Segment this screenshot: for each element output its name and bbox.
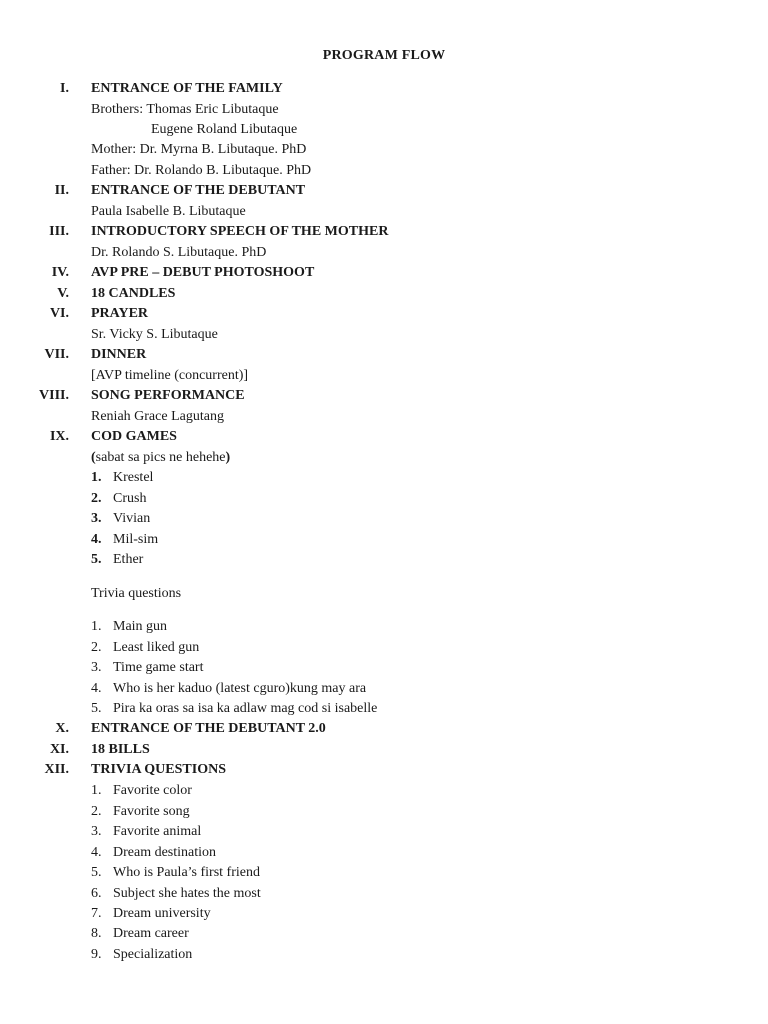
section-heading-row <box>0 345 768 365</box>
list-item <box>0 884 768 904</box>
list-text: Specialization <box>113 947 193 962</box>
list-item <box>0 658 768 678</box>
detail-row <box>0 448 768 468</box>
detail-row <box>0 161 768 181</box>
list-text: Favorite song <box>113 804 190 819</box>
list-text: Least liked gun <box>113 640 200 655</box>
section-numeral: XI. <box>49 742 69 757</box>
list-item <box>0 617 768 637</box>
list-number: 3. <box>91 511 102 526</box>
section-detail: Dr. Rolando S. Libutaque. PhD <box>91 245 267 260</box>
section-numeral: XII. <box>44 762 69 777</box>
list-number: 3. <box>91 824 102 839</box>
list-item <box>0 550 768 570</box>
detail-row <box>0 407 768 427</box>
section-heading: DINNER <box>91 347 147 362</box>
list-text: Vivian <box>113 511 151 526</box>
detail-row <box>0 202 768 222</box>
father-line: Father: Dr. Rolando B. Libutaque. PhD <box>91 163 312 178</box>
section-heading: SONG PERFORMANCE <box>91 388 245 403</box>
list-item <box>0 904 768 924</box>
detail-row <box>0 100 768 120</box>
section-heading: TRIVIA QUESTIONS <box>91 762 226 777</box>
list-text: Main gun <box>113 619 168 634</box>
detail-row <box>0 584 768 604</box>
section-heading-row <box>0 304 768 324</box>
detail-row <box>0 140 768 160</box>
list-text: Who is Paula’s first friend <box>113 865 260 880</box>
section-numeral: II. <box>54 183 69 198</box>
list-item <box>0 509 768 529</box>
section-heading: COD GAMES <box>91 429 177 444</box>
trivia-label: Trivia questions <box>91 586 182 601</box>
list-item <box>0 863 768 883</box>
section-numeral: X. <box>55 721 69 736</box>
list-item <box>0 945 768 965</box>
section-heading: INTRODUCTORY SPEECH OF THE MOTHER <box>91 224 389 239</box>
section-heading: 18 BILLS <box>91 742 150 757</box>
section-numeral: I. <box>60 81 69 96</box>
brothers-line: Brothers: Thomas Eric Libutaque <box>91 102 279 117</box>
section-numeral: III. <box>49 224 69 239</box>
detail-row <box>0 325 768 345</box>
section-numeral: VI. <box>49 306 69 321</box>
list-text: Mil-sim <box>113 532 159 547</box>
list-item <box>0 822 768 842</box>
list-text: Who is her kaduo (latest cguro)kung may ara <box>113 681 367 696</box>
section-numeral: IX. <box>49 429 69 444</box>
list-number: 7. <box>91 906 102 921</box>
section-heading: AVP PRE – DEBUT PHOTOSHOOT <box>91 265 315 280</box>
list-number: 5. <box>91 552 102 567</box>
list-text: Favorite color <box>113 783 192 798</box>
list-number: 4. <box>91 681 102 696</box>
detail-row <box>0 120 768 140</box>
list-item <box>0 699 768 719</box>
list-number: 3. <box>91 660 102 675</box>
list-item <box>0 530 768 550</box>
list-number: 1. <box>91 470 102 485</box>
section-heading-row <box>0 181 768 201</box>
list-number: 6. <box>91 886 102 901</box>
list-number: 1. <box>91 783 102 798</box>
section-detail: Paula Isabelle B. Libutaque <box>91 204 246 219</box>
list-item <box>0 638 768 658</box>
note-close-paren: ) <box>225 450 231 465</box>
section-detail: [AVP timeline (concurrent)] <box>91 368 249 383</box>
section-heading: ENTRANCE OF THE DEBUTANT 2.0 <box>91 721 326 736</box>
list-number: 8. <box>91 926 102 941</box>
list-text: Subject she hates the most <box>113 886 261 901</box>
section-heading-row <box>0 386 768 406</box>
section-heading-row <box>0 79 768 99</box>
list-item <box>0 489 768 509</box>
section-heading: ENTRANCE OF THE FAMILY <box>91 81 283 96</box>
list-number: 2. <box>91 491 102 506</box>
list-number: 9. <box>91 947 102 962</box>
section-heading-row <box>0 284 768 304</box>
list-text: Time game start <box>113 660 204 675</box>
list-number: 2. <box>91 640 102 655</box>
list-item <box>0 781 768 801</box>
section-heading: PRAYER <box>91 306 149 321</box>
section-numeral: VII. <box>44 347 69 362</box>
list-text: Ether <box>113 552 144 567</box>
mother-line: Mother: Dr. Myrna B. Libutaque. PhD <box>91 142 307 157</box>
section-heading: 18 CANDLES <box>91 286 176 301</box>
list-item <box>0 679 768 699</box>
list-text: Dream university <box>113 906 211 921</box>
section-heading-row <box>0 427 768 447</box>
note-text: sabat sa pics ne hehehe <box>95 450 226 465</box>
list-number: 2. <box>91 804 102 819</box>
list-text: Dream career <box>113 926 189 941</box>
list-item <box>0 468 768 488</box>
detail-row <box>0 366 768 386</box>
section-heading: ENTRANCE OF THE DEBUTANT <box>91 183 306 198</box>
section-numeral: IV. <box>51 265 69 280</box>
list-text: Favorite animal <box>113 824 202 839</box>
list-text: Pira ka oras sa isa ka adlaw mag cod si isabelle <box>113 701 378 716</box>
section-heading-row <box>0 719 768 739</box>
list-text: Krestel <box>113 470 154 485</box>
section-numeral: VIII. <box>39 388 69 403</box>
section-detail: Sr. Vicky S. Libutaque <box>91 327 218 342</box>
list-item <box>0 843 768 863</box>
list-number: 1. <box>91 619 102 634</box>
brothers-line-2: Eugene Roland Libutaque <box>151 122 298 137</box>
list-number: 5. <box>91 701 102 716</box>
list-text: Dream destination <box>113 845 217 860</box>
list-number: 4. <box>91 845 102 860</box>
cod-note <box>91 448 230 468</box>
list-item <box>0 802 768 822</box>
note-open-paren: ( <box>91 450 96 465</box>
list-item <box>0 924 768 944</box>
section-detail: Reniah Grace Lagutang <box>91 409 224 424</box>
section-heading-row <box>0 263 768 283</box>
section-numeral: V. <box>57 286 69 301</box>
list-number: 5. <box>91 865 102 880</box>
document-title: PROGRAM FLOW <box>322 48 446 63</box>
section-heading-row <box>0 222 768 242</box>
detail-row <box>0 243 768 263</box>
section-heading-row <box>0 740 768 760</box>
list-number: 4. <box>91 532 102 547</box>
list-text: Crush <box>113 491 147 506</box>
section-heading-row <box>0 760 768 780</box>
